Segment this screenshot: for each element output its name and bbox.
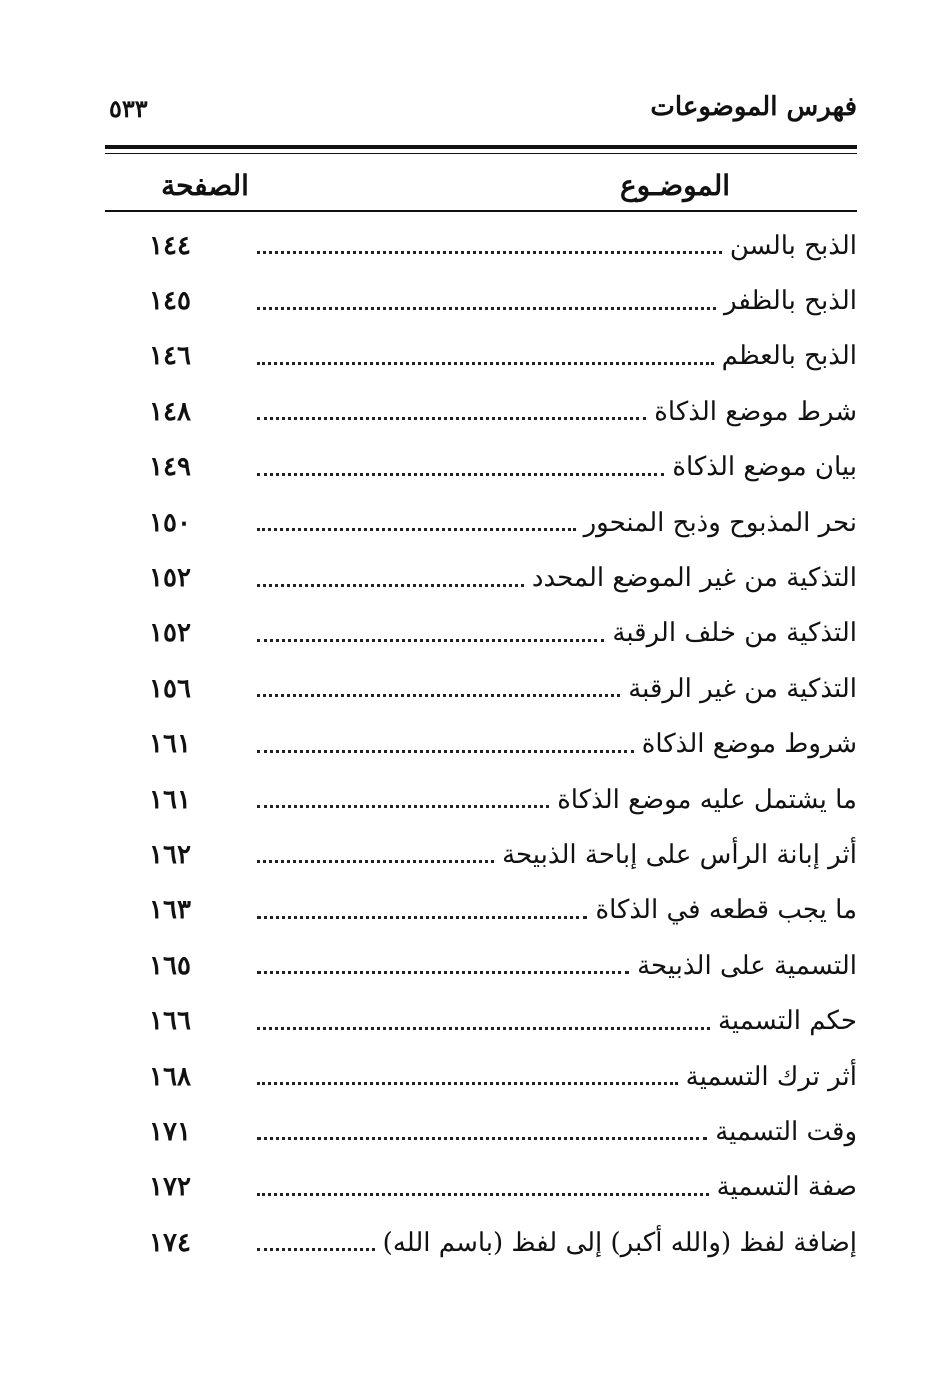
dot-leader: [257, 251, 722, 254]
toc-entry-title: التذكية من غير الموضع المحدد: [531, 563, 857, 594]
header-rule-thin: [105, 153, 857, 154]
toc-entry: [105, 273, 857, 328]
toc-entry-page: ١٤٤: [149, 230, 191, 261]
toc-entry-body: [235, 729, 857, 759]
toc-entry-body: [235, 508, 857, 538]
toc-entry-page: ١٦٨: [149, 1061, 191, 1092]
toc-entry: [105, 883, 857, 938]
dot-leader: [257, 1193, 709, 1196]
toc-entry-title: الذبح بالظفر: [724, 286, 857, 317]
toc-entry-body: [235, 951, 857, 981]
toc-entry-page: ١٧٤: [149, 1227, 191, 1258]
toc-entry-body: [235, 286, 857, 316]
toc-entry-title: ما يجب قطعه في الذكاة: [595, 895, 857, 926]
toc-entry: [105, 938, 857, 993]
toc-entry-page: ١٤٦: [149, 341, 191, 372]
dot-leader: [257, 750, 634, 753]
toc-entry-page: ١٦٦: [149, 1006, 191, 1037]
toc-entry-body: [235, 452, 857, 482]
toc-entry-title: التسمية على الذبيحة: [637, 950, 857, 981]
toc-entry-title: صفة التسمية: [716, 1172, 857, 1203]
toc-entry: [105, 1104, 857, 1159]
dot-leader: [257, 362, 714, 365]
toc-entry: [105, 606, 857, 661]
toc-entry: [105, 550, 857, 605]
toc-entry-page: ١٤٥: [149, 286, 191, 317]
toc-entry-title: التذكية من غير الرقبة: [628, 673, 857, 704]
toc-entry-body: [235, 895, 857, 925]
column-header-rule: [105, 210, 857, 212]
toc-entry-body: [235, 674, 857, 704]
toc-entry: [105, 1049, 857, 1104]
toc-entry: [105, 384, 857, 439]
running-title: فهرس الموضوعات: [650, 92, 857, 122]
running-header: [105, 86, 857, 130]
toc-entry-body: [235, 563, 857, 593]
toc-entry: [105, 495, 857, 550]
toc-entry-body: [235, 1172, 857, 1202]
toc-entry-body: [235, 397, 857, 427]
toc-entry-body: [235, 1062, 857, 1092]
toc-entry-page: ١٤٩: [149, 452, 191, 483]
dot-leader: [257, 584, 524, 587]
toc-entry-title: الذبح بالسن: [729, 230, 857, 261]
toc-entry-body: [235, 1006, 857, 1036]
toc-entry-title: شرط موضع الذكاة: [654, 396, 857, 427]
toc-entry-page: ١٦١: [149, 784, 191, 815]
toc-entry-page: ١٦٥: [149, 950, 191, 981]
toc-entry-page: ١٥٦: [149, 673, 191, 704]
dot-leader: [257, 1082, 678, 1085]
toc-entry-page: ١٥٠: [149, 507, 191, 538]
toc-entry-title: التذكية من خلف الرقبة: [612, 618, 857, 649]
toc-entry-page: ١٦٣: [149, 895, 191, 926]
toc-entry-title: ما يشتمل عليه موضع الذكاة: [557, 784, 857, 815]
toc-entry-title: بيان موضع الذكاة: [672, 452, 857, 483]
page-number: ٥٣٣: [109, 94, 148, 123]
toc-entry-page: ١٥٢: [149, 563, 191, 594]
column-heading-page: الصفحة: [161, 169, 249, 202]
toc-entry: [105, 1215, 857, 1270]
toc-entry-page: ١٥٢: [149, 618, 191, 649]
dot-leader: [257, 307, 716, 310]
toc-entry-page: ١٦٢: [149, 839, 191, 870]
toc-entry-body: [235, 341, 857, 371]
toc-entry-body: [235, 840, 857, 870]
toc-entry-page: ١٧٢: [149, 1172, 191, 1203]
toc-entry-title: أثر ترك التسمية: [685, 1061, 857, 1092]
toc-entry: [105, 717, 857, 772]
toc-entry-body: [235, 231, 857, 261]
toc-entry-page: ١٤٨: [149, 396, 191, 427]
toc-entry-title: أثر إبانة الرأس على إباحة الذبيحة: [502, 839, 857, 870]
dot-leader: [257, 639, 604, 642]
header-rule-thick: [105, 145, 857, 149]
toc-entry-body: [235, 618, 857, 648]
toc-entry-page: ١٦١: [149, 729, 191, 760]
toc-entry-body: [235, 1228, 857, 1258]
toc-entry: [105, 218, 857, 273]
toc-entry-title: إضافة لفظ (والله أكبر) إلى لفظ (باسم الله): [382, 1227, 857, 1258]
dot-leader: [257, 694, 620, 697]
dot-leader: [257, 916, 587, 919]
dot-leader: [257, 1248, 375, 1251]
toc-entry: [105, 440, 857, 495]
dot-leader: [257, 473, 664, 476]
toc-entry: [105, 993, 857, 1048]
dot-leader: [257, 528, 576, 531]
toc-entry-title: الذبح بالعظم: [721, 341, 857, 372]
toc-entry-title: نحر المذبوح وذبح المنحور: [583, 507, 857, 538]
toc-entry-page: ١٧١: [149, 1116, 191, 1147]
toc-entry: [105, 827, 857, 882]
dot-leader: [257, 1137, 707, 1140]
dot-leader: [257, 417, 646, 420]
toc-entry: [105, 329, 857, 384]
toc-entry: [105, 1160, 857, 1215]
toc-list: [105, 218, 857, 1270]
dot-leader: [257, 1027, 710, 1030]
toc-entry-title: شروط موضع الذكاة: [641, 729, 857, 760]
dot-leader: [257, 860, 494, 863]
toc-entry: [105, 661, 857, 716]
dot-leader: [257, 805, 549, 808]
toc-entry-title: وقت التسمية: [715, 1116, 857, 1147]
dot-leader: [257, 971, 629, 974]
toc-entry: [105, 772, 857, 827]
toc-column-header: [105, 165, 857, 207]
toc-entry-body: [235, 785, 857, 815]
toc-entry-body: [235, 1117, 857, 1147]
column-heading-topic: الموضـوع: [619, 169, 731, 202]
toc-entry-title: حكم التسمية: [717, 1006, 857, 1037]
